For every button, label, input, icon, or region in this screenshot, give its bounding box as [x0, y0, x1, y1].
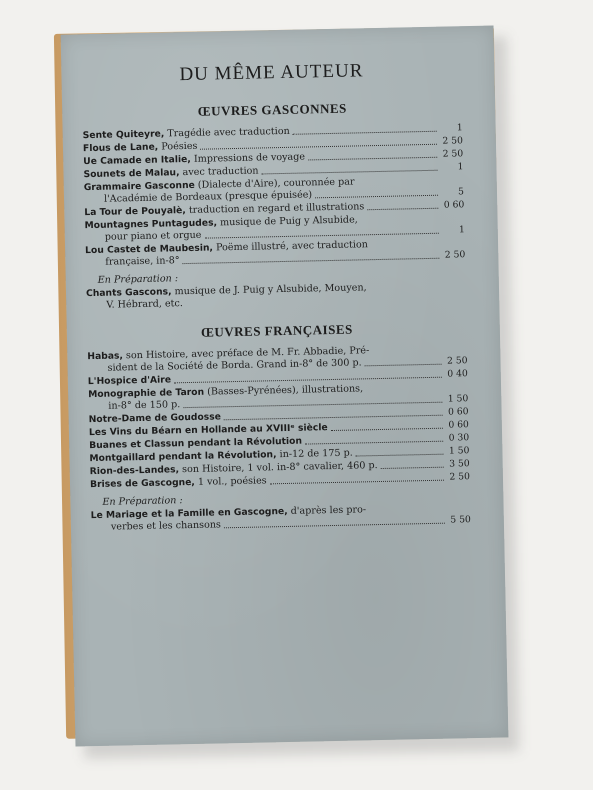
entry-description: musique de Puig y Alsubide,	[216, 214, 358, 229]
entry-description: verbes et les chansons	[110, 519, 222, 533]
entry-line-text	[106, 298, 183, 312]
francais-prep-list	[91, 502, 471, 534]
entry-title: Chants Gascons,	[85, 286, 172, 300]
entry-price: 1 50	[448, 445, 470, 457]
entry-description: in-12 de 175 p.	[276, 447, 353, 461]
entry-title: La Tour de Pouyalè,	[84, 205, 186, 219]
entry-title: Rion-des-Landes,	[89, 464, 180, 478]
leader-dots	[356, 454, 444, 457]
entry-description: musique de J. Puig y Alsubide, Mouyen,	[171, 282, 367, 298]
entry-title: Ue Camade en Italie,	[83, 153, 191, 168]
gascon-list	[83, 122, 466, 269]
entry-description: l'Académie de Bordeaux (presque épuisée)	[103, 189, 313, 205]
entry-title: Mountagnes Puntagudes,	[84, 217, 218, 232]
entry-description: française, in-8°	[105, 255, 180, 268]
entry-title: Lou Castet de Maubesin,	[85, 242, 214, 257]
entry-title: Grammaire Gasconne	[83, 179, 195, 194]
entry-price: 0 60	[448, 419, 469, 431]
entry-description: Tragédie avec traduction	[164, 125, 290, 140]
entry-price: 0 30	[448, 432, 470, 444]
entry-description: Poésies	[158, 140, 198, 153]
leader-dots	[183, 258, 440, 264]
entry-title: Sente Quiteyre,	[82, 128, 165, 142]
entry-price: 1 50	[447, 393, 469, 405]
entry-price: 3 50	[449, 458, 470, 470]
leader-dots	[262, 170, 438, 175]
entry-title: Sounets de Malau,	[83, 167, 180, 181]
leader-dots	[367, 208, 438, 210]
page-title: DU MÊME AUTEUR	[179, 60, 364, 86]
entry-line-text	[83, 141, 198, 155]
entry-title: L'Hospice d'Aire	[87, 374, 172, 388]
entry-title: Montgaillard pendant la Révolution,	[89, 449, 277, 465]
entry-description: son Histoire, avec préface de M. Fr. Abbadie, Pré-	[122, 345, 370, 362]
francais-list	[87, 343, 470, 491]
list-item	[91, 502, 471, 534]
leader-dots	[308, 157, 437, 161]
entry-description: in-8° de 150 p.	[108, 399, 181, 412]
entry-price: 0 60	[447, 406, 469, 418]
entry-price: 0 60	[443, 199, 465, 211]
entry-description: V. Hébrard, etc.	[106, 298, 183, 311]
entry-line-text	[88, 374, 171, 388]
section-heading-gascon: ŒUVRES GASCONNES	[197, 100, 347, 119]
entry-price: 2 50	[444, 249, 466, 261]
entry-line-text	[111, 519, 221, 533]
entry-description: Poëme illustré, avec traduction	[212, 239, 368, 254]
leader-dots	[331, 428, 443, 431]
entry-title: Notre-Dame de Goudosse	[88, 411, 222, 426]
leader-dots	[305, 441, 443, 445]
entry-description: pour piano et orgue	[104, 229, 202, 243]
entry-title: Monographie de Taron	[88, 386, 205, 401]
leader-dots	[365, 364, 442, 367]
entry-description: sident de la Société de Borda. Grand in-8° de 300 p.	[107, 357, 362, 374]
entry-price: 5 50	[450, 514, 471, 526]
leader-dots	[381, 467, 444, 469]
entry-price: 5	[457, 186, 465, 198]
leader-dots	[293, 131, 437, 135]
entry-title: Habas,	[87, 350, 124, 363]
entry-title: Flous de Lane,	[82, 141, 159, 155]
entry-title: Buanes et Classun pendant la Révolution	[89, 435, 303, 452]
entry-price: 1	[456, 122, 463, 134]
entry-text	[91, 503, 447, 534]
section-heading-francais: ŒUVRES FRANÇAISES	[200, 321, 353, 340]
cover-content	[81, 58, 471, 535]
entry-title: Brises de Gascogne,	[89, 476, 195, 491]
entry-line-text	[105, 230, 202, 244]
entry-description: avec traduction	[179, 165, 259, 179]
entry-price: 2 50	[449, 471, 471, 483]
entry-price: 2 50	[442, 135, 464, 147]
leader-dots	[270, 480, 444, 485]
entry-line-text	[105, 255, 180, 269]
entry-title: Le Mariage et la Famille en Gascogne,	[90, 505, 288, 522]
entry-price: 0 40	[447, 368, 468, 380]
entry-description: traduction en regard et illustrations	[185, 201, 365, 217]
entry-title: Les Vins du Béarn en Hollande au XVIIIᵉ siècle	[88, 422, 328, 439]
entry-description: 1 vol., poésies	[194, 475, 267, 488]
entry-price: 1	[457, 161, 464, 173]
leader-dots	[224, 523, 445, 529]
entry-line-text	[108, 399, 180, 413]
entry-description: son Histoire, 1 vol. in-8° cavalier, 460 p.	[178, 460, 378, 476]
gascon-prep-label: En Préparation :	[97, 273, 179, 286]
entry-description: d'après les pro-	[287, 504, 367, 517]
entry-description: (Dialecte d'Aire), couronnée par	[194, 176, 355, 191]
entry-price: 1	[458, 224, 465, 236]
entry-price: 2 50	[442, 148, 464, 160]
entry-line-text	[90, 475, 267, 491]
entry-description: Impressions de voyage	[190, 151, 306, 165]
francais-prep-label: En Préparation :	[102, 495, 183, 508]
leader-dots	[315, 195, 438, 199]
book-back-cover	[61, 26, 509, 747]
entry-price: 2 50	[446, 355, 468, 367]
entry-description: (Basses-Pyrénées), illustrations,	[203, 383, 364, 398]
